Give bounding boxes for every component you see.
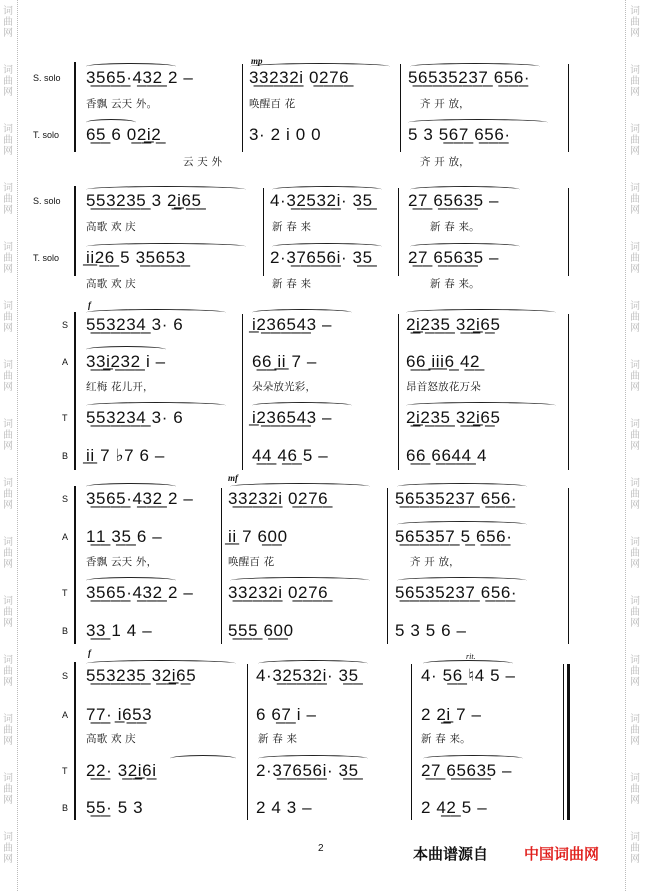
part-label: S. solo bbox=[33, 196, 61, 206]
part-label: S bbox=[62, 494, 69, 504]
slur bbox=[230, 483, 370, 490]
notes-bar: 6̲6̲ i̲i̲i̲6̲ 4̲2̲ bbox=[406, 352, 481, 371]
barline bbox=[400, 64, 401, 152]
slur bbox=[410, 243, 520, 250]
slur bbox=[406, 309, 556, 316]
watermark-glyph: 词 曲 网 bbox=[630, 124, 640, 157]
watermark-glyph: 词 曲 网 bbox=[3, 714, 13, 747]
watermark-glyph: 词 曲 网 bbox=[630, 183, 640, 216]
notes-bar: 5̲5̲3̲2̲3̲5̲ 3 2̲i̲6̲5̲ bbox=[86, 191, 202, 210]
notes-bar: 3̲5̲6̲5̲·4̲3̲2̲ 2 – bbox=[86, 489, 194, 508]
dynamic-marking: mf bbox=[228, 473, 238, 483]
lyric-line: 云 天 外 bbox=[183, 156, 223, 168]
part-label: S. solo bbox=[33, 73, 61, 83]
notes-bar: 4̲4̲ 4̲6̲ 5 – bbox=[252, 446, 329, 465]
slur bbox=[272, 243, 382, 250]
lyric-line: 新 春 来 bbox=[272, 278, 312, 290]
slur bbox=[86, 63, 176, 70]
barline bbox=[568, 488, 569, 644]
notes-bar: 5̲5̲5̲ 6̲0̲0 bbox=[228, 621, 294, 640]
lyric-line: 香飘 云天 外。 bbox=[86, 98, 158, 110]
notes-bar: 6̲5̲ 6 0̲2̲i̲2̲ bbox=[86, 125, 162, 144]
watermark-glyph: 词 曲 网 bbox=[3, 832, 13, 865]
lyric-line: 新 春 来 bbox=[272, 221, 312, 233]
notes-bar: 4·3̲2̲5̲3̲2̲i· 3̲5̲ bbox=[270, 191, 373, 210]
watermark-glyph: 词 曲 网 bbox=[630, 596, 640, 629]
notes-bar: 2 4̲2̲ 5 – bbox=[421, 798, 488, 817]
notes-bar: 4·3̲2̲5̲3̲2̲i· 3̲5̲ bbox=[256, 666, 359, 685]
notes-bar: 2̲2̲· 3̲2̲i̲6̲i bbox=[86, 761, 157, 780]
lyric-line: 红梅 花儿开， bbox=[86, 381, 154, 393]
lyric-line: 唤醒百 花 bbox=[249, 98, 296, 110]
part-label: T bbox=[62, 588, 68, 598]
slur bbox=[86, 309, 226, 316]
footer-site-link[interactable]: 中国词曲网 bbox=[524, 845, 600, 863]
system-bracket bbox=[74, 662, 82, 820]
barline bbox=[568, 64, 569, 152]
watermark-glyph: 词 曲 网 bbox=[630, 360, 640, 393]
notes-bar: 6̲6̲ 6̲6̲4̲4̲ 4 bbox=[406, 446, 488, 465]
slur bbox=[86, 119, 136, 126]
notes-bar: 3̲3̲2̲3̲2̲i 0̲2̲7̲6̲ bbox=[228, 489, 329, 508]
slur bbox=[397, 577, 527, 584]
lyric-line: 新 春 来 bbox=[258, 733, 298, 745]
slur bbox=[86, 186, 246, 193]
barline bbox=[563, 664, 564, 820]
barline bbox=[242, 314, 243, 470]
notes-bar: 2 2̲i̲ 7 – bbox=[421, 705, 482, 724]
notes-bar: 3̲3̲2̲3̲2̲i 0̲2̲7̲6̲ bbox=[228, 583, 329, 602]
notes-bar: 2̲7̲ 6̲5̲6̲3̲5 – bbox=[408, 191, 500, 210]
watermark-glyph: 词 曲 网 bbox=[630, 242, 640, 275]
slur bbox=[170, 755, 236, 762]
barline bbox=[398, 314, 399, 470]
lyric-line: 齐 开 放， bbox=[420, 98, 470, 110]
watermark-glyph: 词 曲 网 bbox=[3, 360, 13, 393]
slur bbox=[86, 483, 176, 490]
watermark-glyph: 词 曲 网 bbox=[630, 6, 640, 39]
notes-bar: 3̲3̲2̲3̲2̲i 0̲2̲7̲6̲ bbox=[249, 68, 350, 87]
barline bbox=[263, 188, 264, 276]
notes-bar: 5̲6̲5̲3̲5̲2̲3̲7̲ 6̲5̲6̲· bbox=[395, 583, 518, 602]
watermark-glyph: 词 曲 网 bbox=[3, 301, 13, 334]
system-bracket bbox=[74, 312, 82, 470]
barline bbox=[242, 64, 243, 152]
notes-bar: 3· 2 i 0 0 bbox=[249, 125, 322, 144]
part-label: A bbox=[62, 532, 69, 542]
watermark-glyph: 词 曲 网 bbox=[3, 596, 13, 629]
slur bbox=[423, 660, 513, 667]
barline bbox=[568, 314, 569, 470]
barline bbox=[221, 488, 222, 644]
watermark-glyph: 词 曲 网 bbox=[3, 124, 13, 157]
slur bbox=[397, 483, 527, 490]
dynamic-marking: mp bbox=[251, 56, 263, 66]
slur bbox=[258, 755, 368, 762]
part-label: S bbox=[62, 320, 69, 330]
notes-bar: 3̲5̲6̲5̲·4̲3̲2̲ 2 – bbox=[86, 583, 194, 602]
notes-bar: 6̲6̲ i̲i̲ 7 – bbox=[252, 352, 317, 371]
lyric-line: 朵朵放光彩， bbox=[252, 381, 317, 393]
lyric-line: 齐 开 放， bbox=[420, 156, 470, 168]
part-label: A bbox=[62, 710, 69, 720]
lyric-line: 昂首怒放花万朵 bbox=[406, 381, 481, 393]
barline bbox=[568, 188, 569, 276]
slur bbox=[86, 577, 176, 584]
part-label: B bbox=[62, 803, 69, 813]
notes-bar: 6 6̲7̲ i – bbox=[256, 705, 317, 724]
notes-bar: 3̲3̲i̲2̲3̲2̲ i – bbox=[86, 352, 166, 371]
watermark-left bbox=[1, 0, 15, 891]
lyric-line: 齐 开 放， bbox=[410, 556, 460, 568]
slur bbox=[272, 186, 382, 193]
part-label: T. solo bbox=[33, 253, 60, 263]
slur bbox=[258, 660, 368, 667]
notes-bar: 5̲5̲· 5 3 bbox=[86, 798, 144, 817]
slur bbox=[86, 660, 236, 667]
notes-bar: i̲i̲ 7 6̲0̲0 bbox=[228, 527, 288, 546]
watermark-glyph: 词 曲 网 bbox=[630, 537, 640, 570]
barline bbox=[387, 488, 388, 644]
part-label: B bbox=[62, 626, 69, 636]
notes-bar: 2̲7̲ 6̲5̲6̲3̲5 – bbox=[408, 248, 500, 267]
notes-bar: 5̲5̲3̲2̲3̲4̲ 3· 6 bbox=[86, 408, 184, 427]
notes-bar: 1̲1̲ 3̲5̲ 6 – bbox=[86, 527, 163, 546]
slur bbox=[410, 63, 540, 70]
watermark-glyph: 词 曲 网 bbox=[3, 183, 13, 216]
system-bracket bbox=[74, 486, 82, 644]
lyric-line: 高歌 欢 庆 bbox=[86, 278, 136, 290]
watermark-glyph: 词 曲 网 bbox=[630, 419, 640, 452]
notes-bar: i̲2̲3̲6̲5̲4̲3 – bbox=[252, 315, 333, 334]
watermark-glyph: 词 曲 网 bbox=[3, 419, 13, 452]
watermark-glyph: 词 曲 网 bbox=[3, 65, 13, 98]
notes-bar: 2·3̲7̲6̲5̲6̲i· 3̲5̲ bbox=[270, 248, 373, 267]
watermark-glyph: 词 曲 网 bbox=[3, 6, 13, 39]
notes-bar: 2̲i̲2̲3̲5̲ 3̲2̲i̲6̲5 bbox=[406, 315, 501, 334]
lyric-line: 新 春 来。 bbox=[430, 221, 480, 233]
notes-bar: 2̲i̲2̲3̲5̲ 3̲2̲i̲6̲5 bbox=[406, 408, 501, 427]
watermark-glyph: 词 曲 网 bbox=[630, 773, 640, 806]
final-barline bbox=[567, 664, 570, 820]
lyric-line: 高歌 欢 庆 bbox=[86, 221, 136, 233]
watermark-glyph: 词 曲 网 bbox=[3, 537, 13, 570]
lyric-line: 新 春 来。 bbox=[421, 733, 471, 745]
lyric-line: 唤醒百 花 bbox=[228, 556, 275, 568]
barline bbox=[411, 664, 412, 820]
slur bbox=[410, 186, 520, 193]
notes-bar: 5 3 5̲6̲7̲ 6̲5̲6̲· bbox=[408, 125, 511, 144]
watermark-glyph: 词 曲 网 bbox=[630, 65, 640, 98]
slur bbox=[408, 119, 548, 126]
slur bbox=[252, 402, 352, 409]
slur bbox=[397, 521, 527, 528]
slur bbox=[423, 755, 523, 762]
notes-bar: 5 3 5 6 – bbox=[395, 621, 467, 640]
notes-bar: 3̲3̲ 1 4 – bbox=[86, 621, 153, 640]
dynamic-marking: f bbox=[88, 648, 91, 658]
watermark-glyph: 词 曲 网 bbox=[630, 714, 640, 747]
page-number: 2 bbox=[318, 843, 324, 854]
watermark-glyph: 词 曲 网 bbox=[630, 301, 640, 334]
barline bbox=[247, 664, 248, 820]
notes-bar: 7̲7̲· i̲6̲5̲3 bbox=[86, 705, 153, 724]
dynamic-marking: f bbox=[88, 300, 91, 310]
watermark-right bbox=[628, 0, 642, 891]
footer-source-label: 本曲谱源自 bbox=[413, 845, 489, 863]
watermark-glyph: 词 曲 网 bbox=[630, 655, 640, 688]
watermark-glyph: 词 曲 网 bbox=[3, 773, 13, 806]
notes-bar: 2 4 3 – bbox=[256, 798, 313, 817]
notes-bar: 3̲5̲6̲5̲·4̲3̲2̲ 2 – bbox=[86, 68, 194, 87]
lyric-line: 新 春 来。 bbox=[430, 278, 480, 290]
barline bbox=[398, 188, 399, 276]
notes-bar: i̲i̲ 7 ♭7 6 – bbox=[86, 446, 165, 465]
part-label: B bbox=[62, 451, 69, 461]
slur bbox=[406, 402, 556, 409]
slur bbox=[250, 63, 390, 70]
watermark-glyph: 词 曲 网 bbox=[630, 832, 640, 865]
lyric-line: 高歌 欢 庆 bbox=[86, 733, 136, 745]
slur bbox=[86, 346, 166, 353]
notes-bar: i̲i̲2̲6̲ 5 3̲5̲6̲5̲3̲ bbox=[86, 248, 186, 267]
dynamic-marking: rit. bbox=[466, 652, 476, 661]
notes-bar: 2·3̲7̲6̲5̲6̲i· 3̲5̲ bbox=[256, 761, 359, 780]
system-bracket bbox=[74, 62, 82, 152]
notes-bar: 2̲7̲ 6̲5̲6̲3̲5 – bbox=[421, 761, 513, 780]
notes-bar: i̲2̲3̲6̲5̲4̲3 – bbox=[252, 408, 333, 427]
notes-bar: 5̲6̲5̲3̲5̲2̲3̲7̲ 6̲5̲6̲· bbox=[408, 68, 531, 87]
slur bbox=[230, 577, 370, 584]
system-bracket bbox=[74, 186, 82, 276]
watermark-glyph: 词 曲 网 bbox=[630, 478, 640, 511]
notes-bar: 5̲5̲3̲2̲3̲4̲ 3· 6 bbox=[86, 315, 184, 334]
slur bbox=[86, 402, 226, 409]
slur bbox=[86, 243, 246, 250]
lyric-line: 香飘 云天 外， bbox=[86, 556, 158, 568]
notes-bar: 5̲6̲5̲3̲5̲2̲3̲7̲ 6̲5̲6̲· bbox=[395, 489, 518, 508]
part-label: T bbox=[62, 413, 68, 423]
part-label: T. solo bbox=[33, 130, 60, 140]
notes-bar: 4· 5̲6̲ ♮4 5 – bbox=[421, 666, 516, 685]
notes-bar: 5̲6̲5̲3̲5̲7̲ 5̲ 6̲5̲6̲· bbox=[395, 527, 513, 546]
watermark-glyph: 词 曲 网 bbox=[3, 242, 13, 275]
watermark-glyph: 词 曲 网 bbox=[3, 655, 13, 688]
part-label: T bbox=[62, 766, 68, 776]
notes-bar: 5̲5̲3̲2̲3̲5̲ 3̲2̲i̲6̲5 bbox=[86, 666, 197, 685]
slur bbox=[252, 309, 352, 316]
part-label: S bbox=[62, 671, 69, 681]
part-label: A bbox=[62, 357, 69, 367]
watermark-glyph: 词 曲 网 bbox=[3, 478, 13, 511]
